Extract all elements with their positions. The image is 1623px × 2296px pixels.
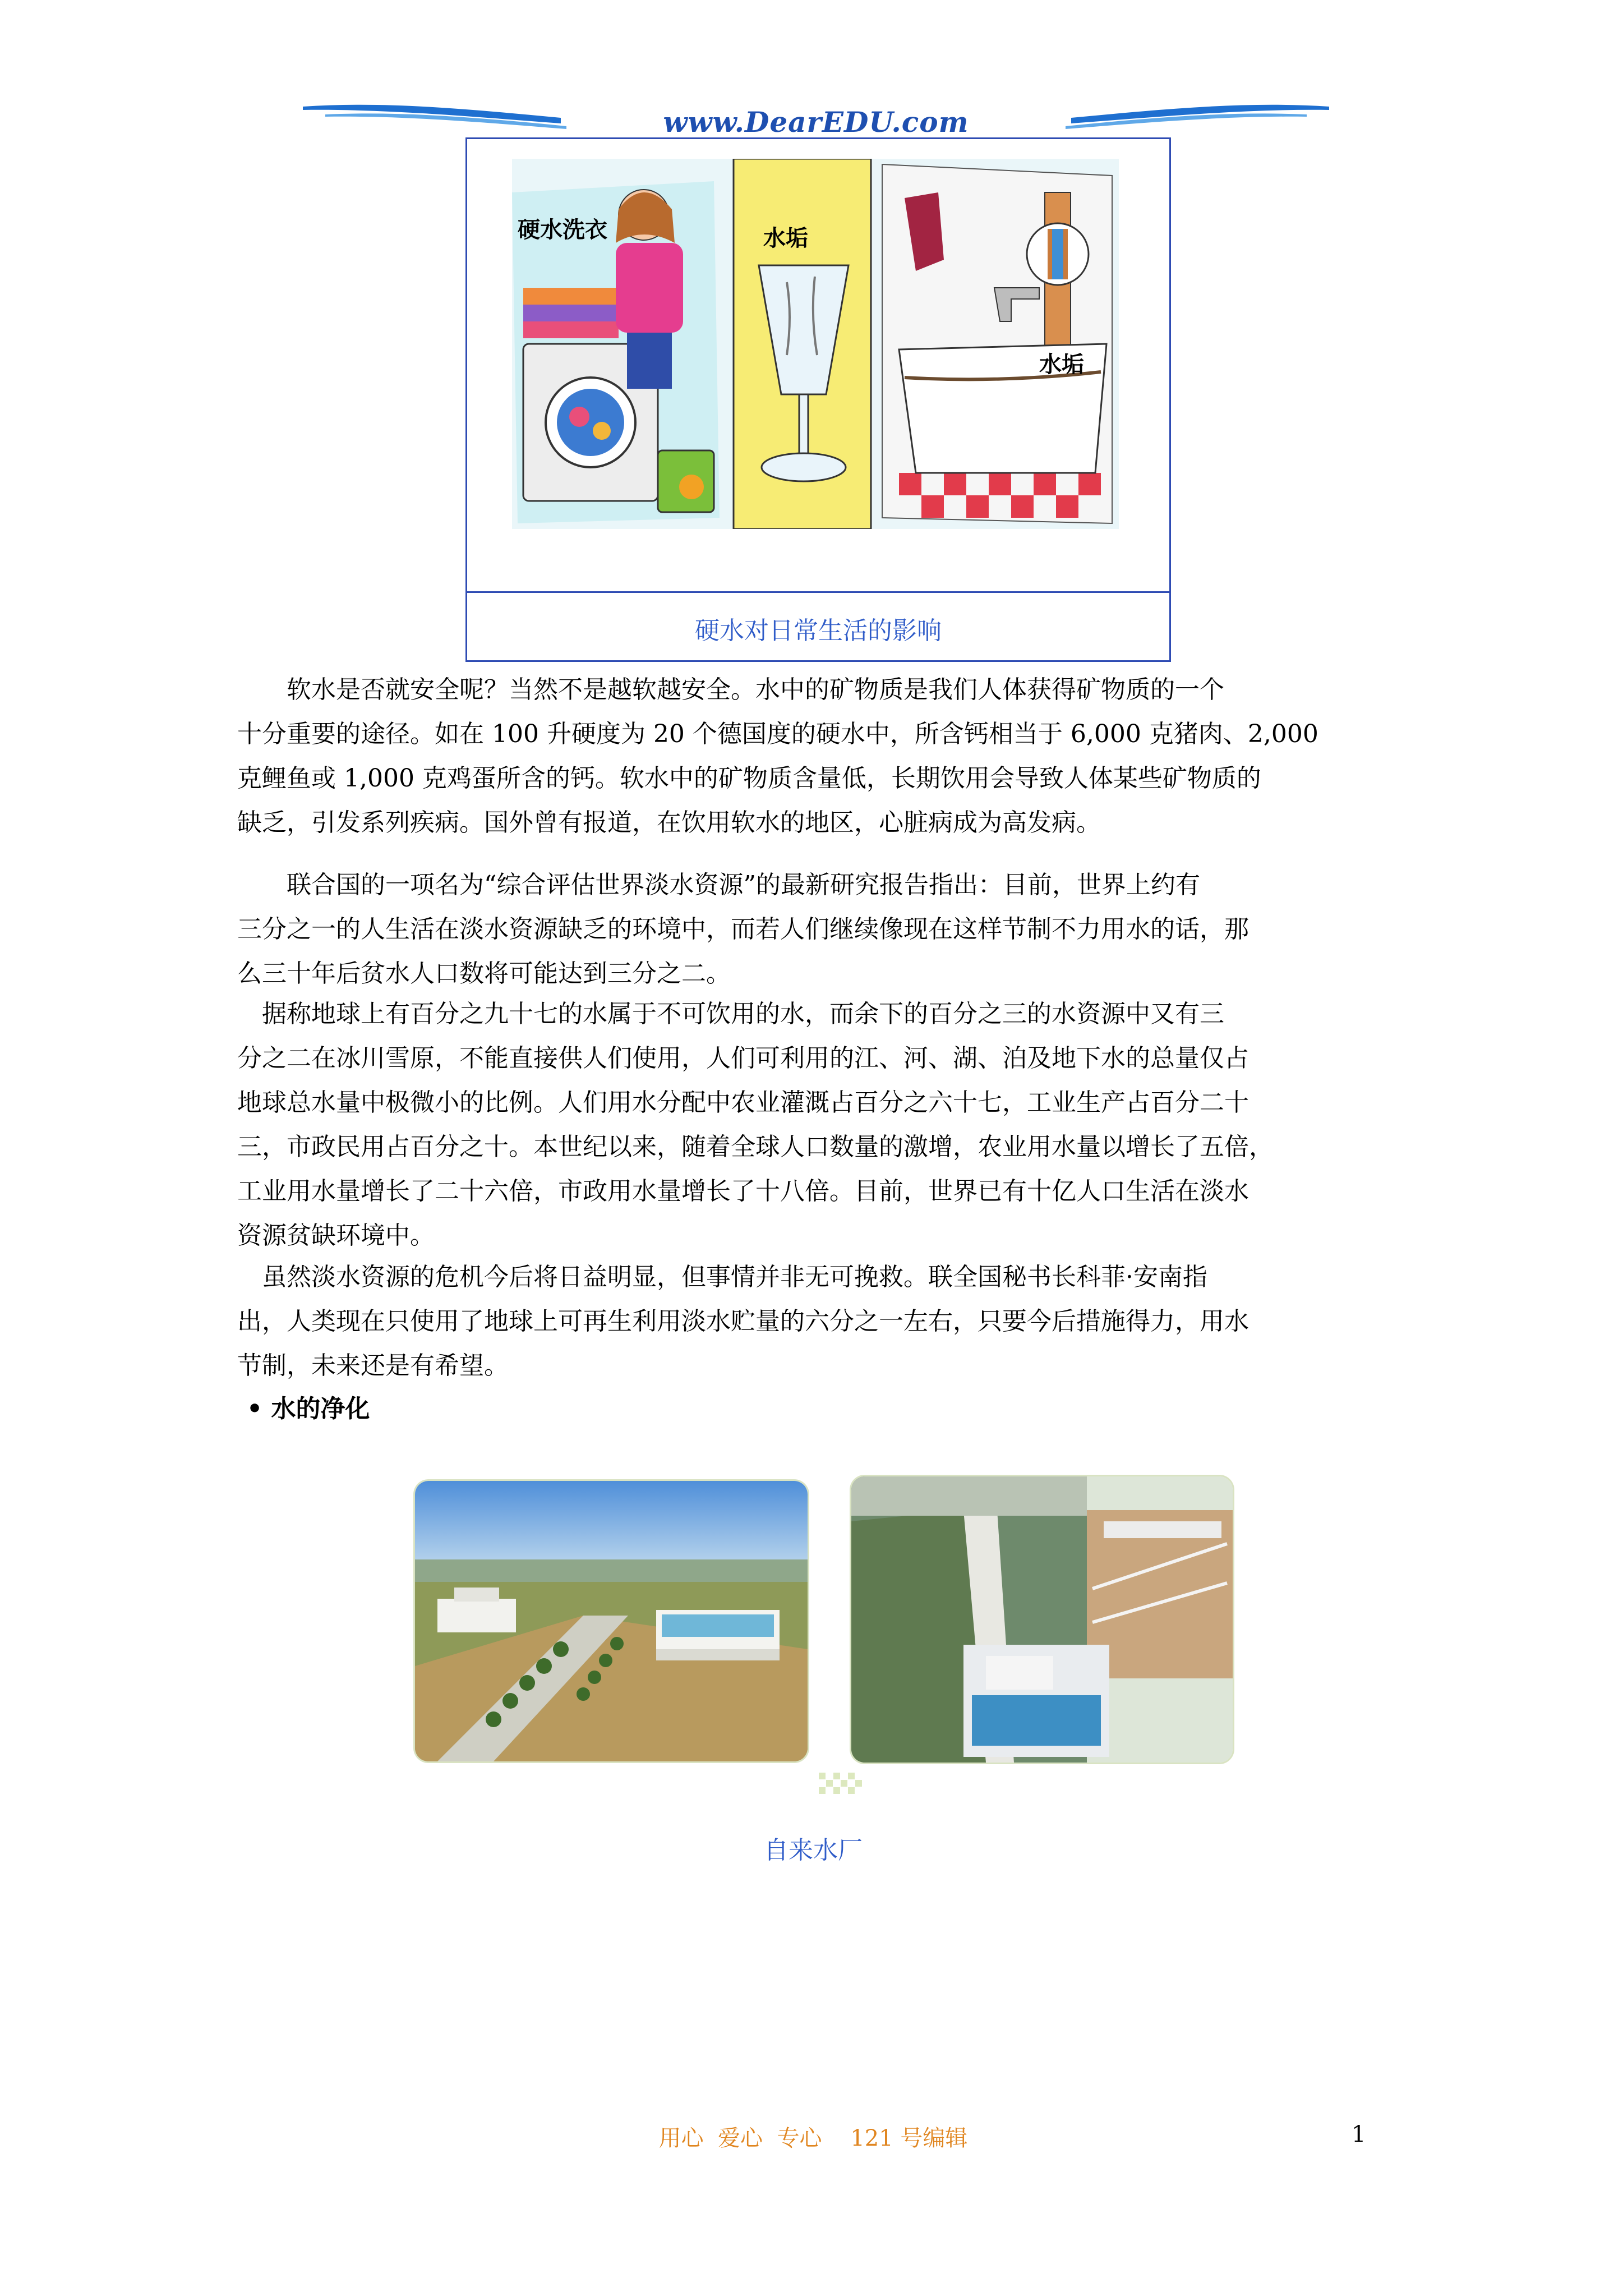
text-line: 十分重要的途径。如在 100 升硬度为 20 个德国度的硬水中，所含钙相当于 6,000 克猪肉、2,000	[237, 720, 1318, 748]
hard-water-figure	[465, 137, 1171, 662]
hard-water-illustration	[512, 159, 1119, 529]
paragraph-water-distribution	[237, 992, 1412, 1258]
water-plant-aerial-photo	[415, 1481, 808, 1761]
text-line: 工业用水量增长了二十六倍，市政用水量增长了十八倍。目前，世界已有十亿人口生活在淡水	[237, 1177, 1249, 1205]
water-plant-collage-photo	[851, 1476, 1233, 1763]
text-line: 据称地球上有百分之九十七的水属于不可饮用的水，而余下的百分之三的水资源中又有三	[237, 1000, 1224, 1028]
text-line: 三分之一的人生活在淡水资源缺乏的环境中，而若人们继续像现在这样节制不力用水的话，那	[237, 915, 1249, 944]
text-line: 分之二在冰川雪原，不能直接供人们使用，人们可利用的江、河、湖、泊及地下水的总量仅占	[237, 1044, 1249, 1073]
text-line: 三，市政民用占百分之十。本世纪以来，随着全球人口数量的激增，农业用水量以增长了五倍，	[237, 1133, 1274, 1161]
figure1-caption: 硬水对日常生活的影响	[695, 616, 942, 645]
text-line: 联合国的一项名为“综合评估世界淡水资源”的最新研究报告指出：目前，世界上约有	[237, 871, 1200, 899]
text-line: 软水是否就安全呢？当然不是越软越安全。水中的矿物质是我们人体获得矿物质的一个	[237, 675, 1224, 704]
text-line: 资源贫缺环境中。	[237, 1221, 435, 1250]
text-line: 缺乏，引发系列疾病。国外曾有报道，在饮用软水的地区，心脏病成为高发病。	[237, 808, 1101, 837]
text-line: 节制，未来还是有希望。	[237, 1351, 509, 1380]
washing-label: 硬水洗衣	[518, 217, 607, 243]
paragraph-annan	[237, 1255, 1412, 1388]
text-line: 出，人类现在只使用了地球上可再生利用淡水贮量的六分之一左右，只要今后措施得力，用水	[237, 1307, 1249, 1336]
text-line: 地球总水量中极微小的比例。人们用水分配中农业灌溉占百分之六十七，工业生产占百分二十	[237, 1088, 1249, 1117]
glass-scale-label: 水垢	[763, 226, 808, 251]
figure-divider	[467, 591, 1169, 593]
text-line: 克鲤鱼或 1,000 克鸡蛋所含的钙。软水中的矿物质含量低，长期饮用会导致人体某些矿物质的	[237, 764, 1261, 793]
grid-decoration	[819, 1773, 869, 1801]
pipe-scale-label: 水垢	[1039, 352, 1084, 378]
figure2-caption: 自来水厂	[764, 1836, 863, 1865]
paragraph-soft-water	[237, 668, 1412, 845]
page-number: 1	[1352, 2122, 1366, 2147]
site-logo: www.DearEDU.com	[663, 105, 969, 139]
paragraph-un-report	[237, 863, 1412, 996]
section-title: • 水的净化	[247, 1395, 370, 1423]
footer-text: 用心 爱心 专心 121 号编辑	[658, 2125, 968, 2151]
text-line: 虽然淡水资源的危机今后将日益明显，但事情并非无可挽救。联全国秘书长科菲·安南指	[237, 1263, 1207, 1291]
text-line: 么三十年后贫水人口数将可能达到三分之二。	[237, 959, 731, 988]
